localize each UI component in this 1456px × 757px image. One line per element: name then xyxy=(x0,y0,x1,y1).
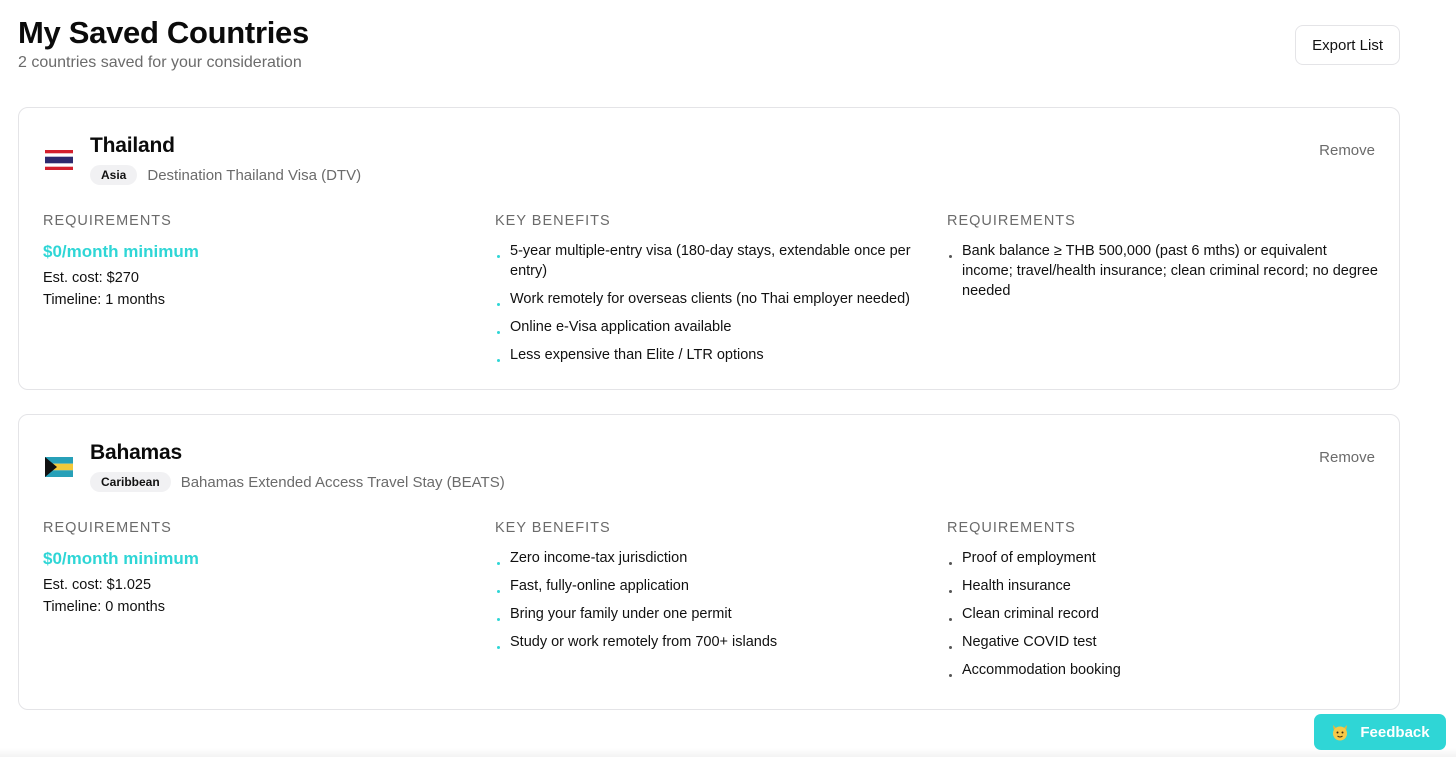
timeline: Timeline: 0 months xyxy=(43,599,165,615)
requirements-column xyxy=(947,520,1379,688)
country-tagline xyxy=(90,165,361,185)
benefits-column xyxy=(495,213,927,373)
visa-name: Bahamas Extended Access Travel Stay (BEATS) xyxy=(180,473,505,491)
section-heading: REQUIREMENTS xyxy=(947,520,1076,536)
est-cost: Est. cost: $270 xyxy=(43,270,139,286)
page-bottom-edge xyxy=(0,748,1456,757)
page-subtitle: 2 countries saved for your consideration xyxy=(18,54,302,71)
list-item: Work remotely for overseas clients (no Thai employer needed) xyxy=(495,289,927,309)
country-tagline xyxy=(90,472,505,492)
section-heading: REQUIREMENTS xyxy=(43,520,172,536)
section-heading: REQUIREMENTS xyxy=(947,213,1076,229)
section-heading: KEY BENEFITS xyxy=(495,520,611,536)
country-name: Thailand xyxy=(90,134,175,157)
requirements-list xyxy=(947,241,1379,301)
country-name: Bahamas xyxy=(90,441,182,464)
list-item: Negative COVID test xyxy=(947,632,1379,652)
country-card-bahamas xyxy=(18,414,1400,710)
min-income: $0/month minimum xyxy=(43,549,199,568)
country-card-thailand xyxy=(18,107,1400,390)
requirements-list xyxy=(947,548,1379,680)
list-item: Bring your family under one permit xyxy=(495,604,927,624)
benefits-list xyxy=(495,548,927,652)
thailand-flag-icon xyxy=(45,150,73,170)
list-item: Clean criminal record xyxy=(947,604,1379,624)
list-item: Bank balance ≥ THB 500,000 (past 6 mths) or equivalent income; travel/health insurance; clean criminal record; no degree needed xyxy=(947,241,1379,301)
list-item: Online e-Visa application available xyxy=(495,317,927,337)
list-item: Proof of employment xyxy=(947,548,1379,568)
remove-button[interactable]: Remove xyxy=(1319,142,1375,159)
list-item: Accommodation booking xyxy=(947,660,1379,680)
page-title: My Saved Countries xyxy=(18,15,309,50)
summary-column xyxy=(43,213,463,308)
cat-face-icon xyxy=(1330,722,1350,742)
list-item: Fast, fully-online application xyxy=(495,576,927,596)
feedback-button[interactable] xyxy=(1314,714,1446,750)
list-item: Health insurance xyxy=(947,576,1379,596)
list-item: Study or work remotely from 700+ islands xyxy=(495,632,927,652)
list-item: 5-year multiple-entry visa (180-day stays, extendable once per entry) xyxy=(495,241,927,281)
region-badge: Caribbean xyxy=(90,472,171,492)
bahamas-flag-icon xyxy=(45,457,73,477)
remove-button[interactable]: Remove xyxy=(1319,449,1375,466)
list-item: Less expensive than Elite / LTR options xyxy=(495,345,927,365)
summary-column xyxy=(43,520,463,615)
region-badge: Asia xyxy=(90,165,137,185)
timeline: Timeline: 1 months xyxy=(43,292,165,308)
export-list-button[interactable]: Export List xyxy=(1295,25,1400,65)
requirements-column xyxy=(947,213,1379,309)
section-heading: REQUIREMENTS xyxy=(43,213,172,229)
feedback-label: Feedback xyxy=(1360,723,1430,741)
est-cost: Est. cost: $1.025 xyxy=(43,577,152,593)
list-item: Zero income-tax jurisdiction xyxy=(495,548,927,568)
visa-name: Destination Thailand Visa (DTV) xyxy=(147,166,362,184)
page-header xyxy=(18,14,1400,74)
section-heading: KEY BENEFITS xyxy=(495,213,611,229)
benefits-column xyxy=(495,520,927,660)
benefits-list xyxy=(495,241,927,365)
min-income: $0/month minimum xyxy=(43,242,199,261)
